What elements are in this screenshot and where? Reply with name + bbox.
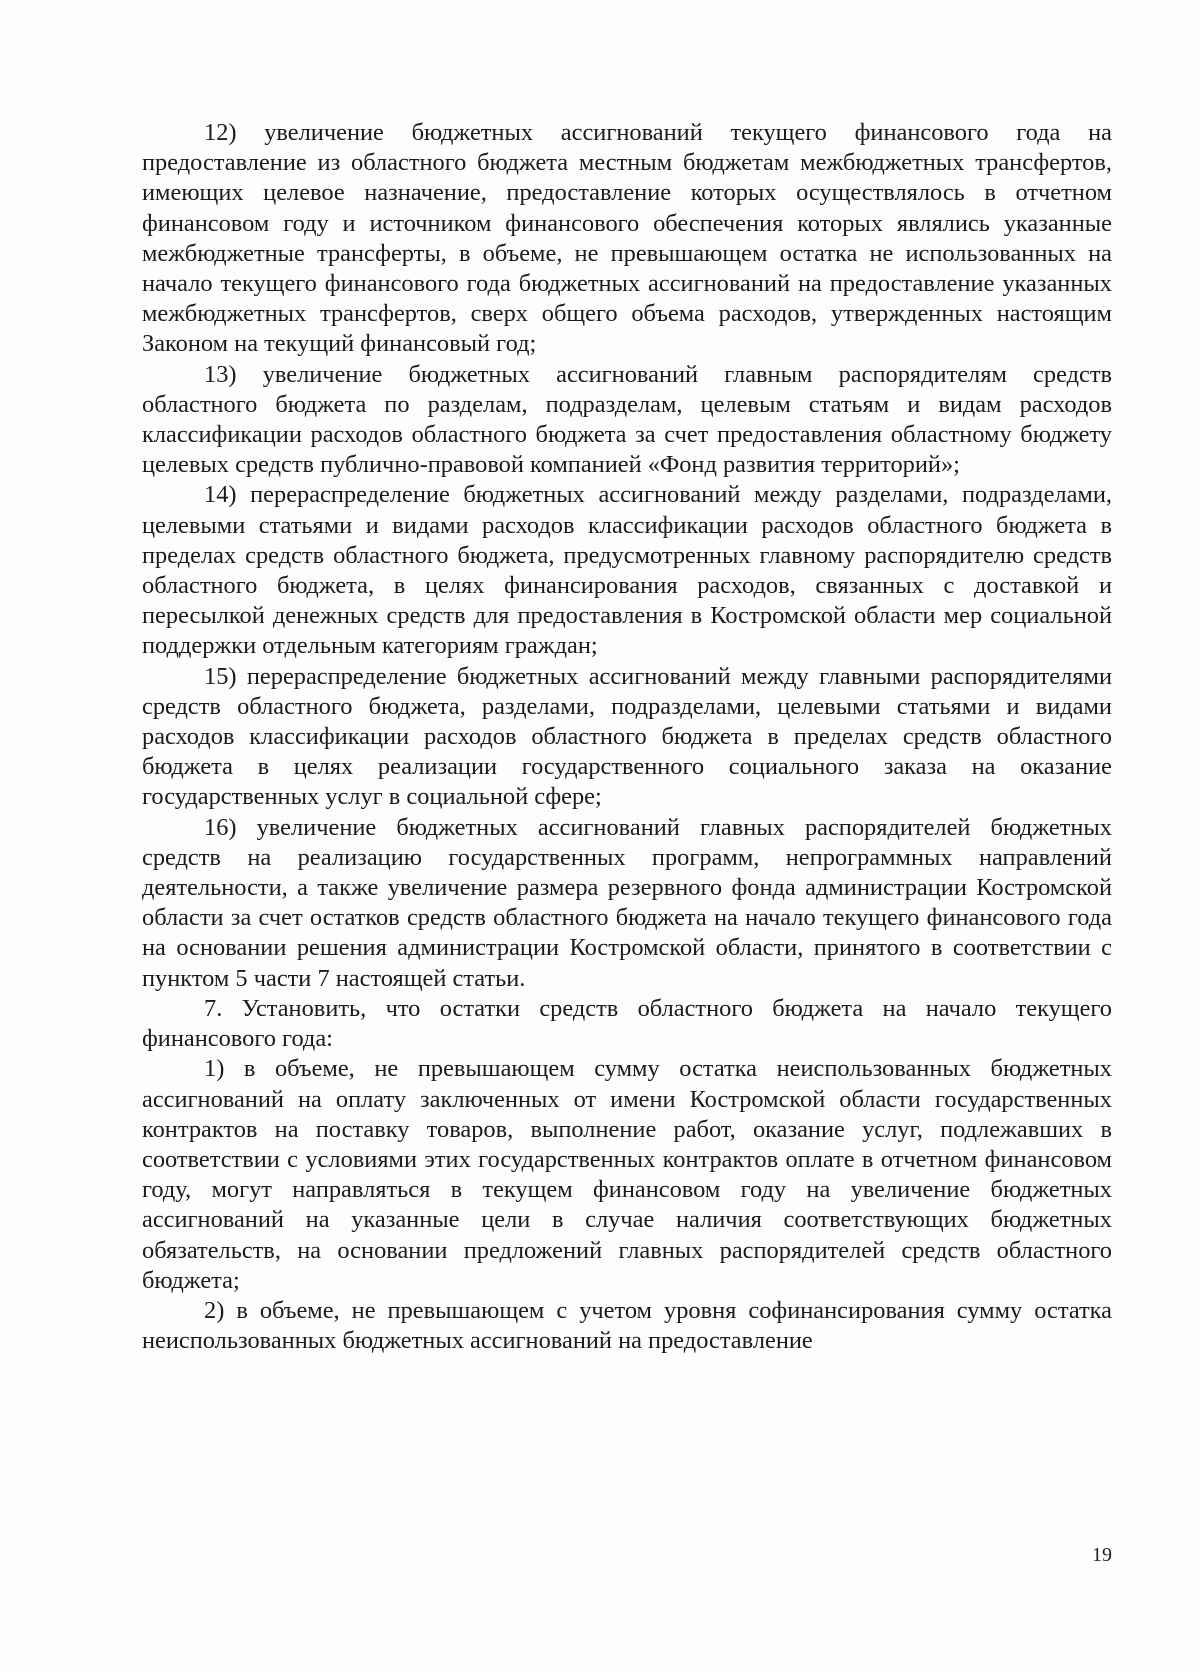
paragraph-section-7: 7. Установить, что остатки средств областного бюджета на начало текущего финансового года: [142, 994, 1112, 1053]
paragraph-item-14: 14) перераспределение бюджетных ассигнований между разделами, подразделами, целевыми статьями и видами расходов классификации расходов областного бюджета в пределах средств областного бюджета, предусмотренных главному распорядителю средств областного бюджета, в целях финансирования расходов, связанных с доставкой и пересылкой денежных средств для предоставления в Костромской области мер социальной поддержки отдельным категориям граждан; [142, 481, 1112, 660]
paragraph-subitem-1: 1) в объеме, не превышающем сумму остатка неиспользованных бюджетных ассигнований на оплату заключенных от имени Костромской области государственных контрактов на поставку товаров, выполнение работ, оказание услуг, подлежавших в соответствии с условиями этих государственных контрактов оплате в отчетном финансовом году, могут направляться в текущем финансовом году на увеличение бюджетных ассигнований на указанные цели в случае наличия соответствующих бюджетных обязательств, на основании предложений главных распорядителей средств областного бюджета; [142, 1055, 1112, 1294]
paragraph-item-15: 15) перераспределение бюджетных ассигнований между главными распорядителями средств областного бюджета, разделами, подразделами, целевыми статьями и видами расходов классификации расходов областного бюджета в пределах средств областного бюджета в целях реализации государственного социального заказа на оказание государственных услуг в социальной сфере; [142, 662, 1112, 811]
paragraph-item-13: 13) увеличение бюджетных ассигнований главным распорядителям средств областного бюджета по разделам, подразделам, целевым статьям и видам расходов классификации расходов областного бюджета за счет предоставления областному бюджету целевых средств публично-правовой компанией «Фонд развития территорий»; [142, 360, 1112, 479]
paragraph-item-16: 16) увеличение бюджетных ассигнований главных распорядителей бюджетных средств на реализацию государственных программ, непрограммных направлений деятельности, а также увеличение размера резервного фонда администрации Костромской области за счет остатков средств областного бюджета на начало текущего финансового года на основании решения администрации Костромской области, принятого в соответствии с пунктом 5 части 7 настоящей статьи. [142, 813, 1112, 992]
document-body [142, 118, 1112, 1356]
page-number: 19 [1092, 1544, 1112, 1566]
paragraph-subitem-2: 2) в объеме, не превышающем с учетом уровня софинансирования сумму остатка неиспользованных бюджетных ассигнований на предоставление [142, 1296, 1112, 1355]
paragraph-item-12: 12) увеличение бюджетных ассигнований текущего финансового года на предоставление из областного бюджета местным бюджетам межбюджетных трансфертов, имеющих целевое назначение, предоставление которых осуществлялось в отчетном финансовом году и источником финансового обеспечения которых являлись указанные межбюджетные трансферты, в объеме, не превышающем остатка не использованных на начало текущего финансового года бюджетных ассигнований на предоставление указанных межбюджетных трансфертов, сверх общего объема расходов, утвержденных настоящим Законом на текущий финансовый год; [142, 119, 1112, 358]
